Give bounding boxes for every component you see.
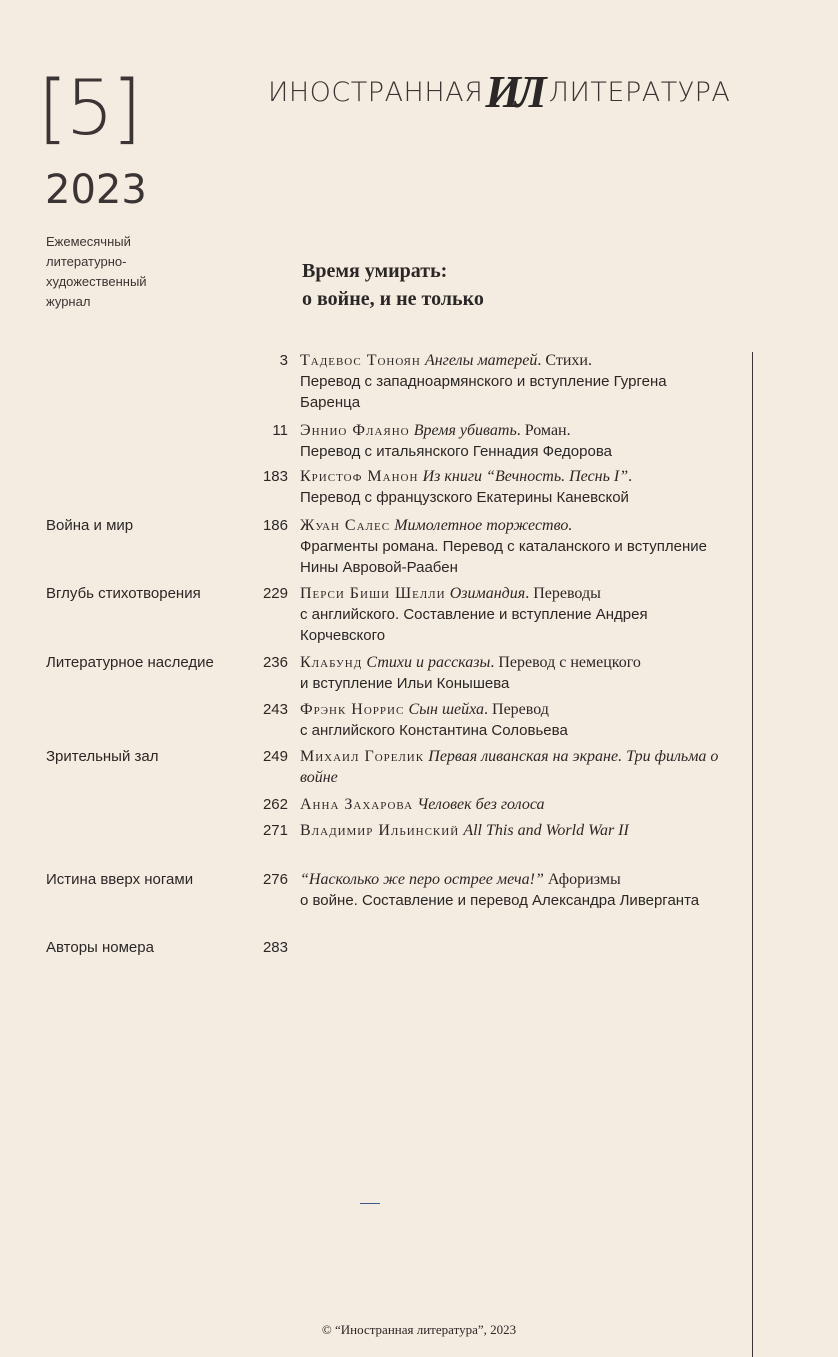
- toc-body: [300, 583, 730, 646]
- divider: [360, 1203, 380, 1204]
- toc-body: [300, 794, 730, 815]
- toc-page: 3: [279, 352, 288, 369]
- toc-page: 276: [262, 871, 288, 888]
- toc-author: Фрэнк Норрис: [300, 701, 405, 718]
- toc-page: 183: [262, 468, 288, 485]
- subtitle-line: Ежемесячный: [46, 234, 131, 249]
- toc-body: [300, 869, 730, 911]
- toc-work: Человек без голоса: [417, 796, 545, 813]
- toc-body: [300, 746, 730, 788]
- masthead-right: ЛИТЕРАТУРА: [548, 76, 731, 108]
- toc-author: Михаил Горелик: [300, 748, 425, 765]
- toc-desc: Перевод с западноармянского и вступление Гургена Баренца: [300, 373, 667, 411]
- toc-desc: с английского. Составление и вступление Андрея Корчевского: [300, 606, 648, 644]
- toc-page: 236: [262, 654, 288, 671]
- journal-subtitle: [46, 232, 186, 312]
- toc-work: Стихи и рассказы: [366, 654, 491, 671]
- toc-page: 229: [262, 585, 288, 602]
- toc-work: Ангелы матерей: [424, 352, 538, 369]
- toc-page: 11: [272, 422, 288, 439]
- toc-page: 262: [262, 796, 288, 813]
- toc-body: [300, 699, 730, 741]
- toc-work: Мимолетное торжество.: [394, 517, 573, 534]
- toc-after: . Стихи.: [537, 352, 592, 369]
- toc-page: 271: [262, 822, 288, 839]
- copyright-footer: © “Иностранная литература”, 2023: [321, 1322, 517, 1337]
- toc-work: Озимандия: [449, 585, 526, 602]
- toc-desc: Перевод с итальянского Геннадия Федорова: [300, 443, 612, 460]
- toc-author: Кристоф Манон: [300, 468, 419, 485]
- toc-after: .: [628, 468, 633, 485]
- toc-body: [300, 820, 730, 841]
- toc-body: [300, 466, 730, 508]
- toc-page: 243: [262, 701, 288, 718]
- toc-work: Сын шейха: [408, 701, 485, 718]
- masthead: [268, 62, 731, 122]
- il-logo-icon: ИЛ: [485, 66, 541, 117]
- toc-rubric: Вглубь стихотворения: [46, 585, 201, 602]
- toc-work: All This and World War II: [463, 822, 629, 839]
- toc-rubric: Истина вверх ногами: [46, 871, 194, 888]
- toc-page: 249: [262, 748, 288, 765]
- toc-author: Тадевос Тоноян: [300, 352, 421, 369]
- toc-rubric: Авторы номера: [46, 939, 154, 956]
- section-title: [302, 257, 484, 313]
- toc-rubric: Зрительный зал: [46, 748, 159, 765]
- toc-rubric: Война и мир: [46, 517, 134, 534]
- toc-desc: с английского Константина Соловьева: [300, 722, 568, 739]
- toc-desc: о войне. Составление и перевод Александра Ливерганта: [300, 892, 700, 909]
- toc-after: . Переводы: [525, 585, 601, 602]
- toc-desc: Фрагменты романа. Перевод с каталанского и вступление Нины Авровой-Раабен: [300, 538, 707, 576]
- toc-page: 186: [262, 517, 288, 534]
- toc-work: Время убивать: [413, 422, 517, 439]
- masthead-left: ИНОСТРАННАЯ: [268, 76, 484, 108]
- toc-author: Перси Биши Шелли: [300, 585, 446, 602]
- toc-author: Эннио Флаяно: [300, 422, 410, 439]
- toc-body: [300, 652, 730, 694]
- toc-work: “Насколько же перо острее меча!”: [300, 871, 544, 888]
- column-rule: [752, 352, 753, 1357]
- toc-work: Из книги “Вечность. Песнь I”: [422, 468, 629, 485]
- toc-rubric: Литературное наследие: [46, 654, 214, 671]
- toc-after: . Перевод с немецкого: [490, 654, 641, 671]
- toc-desc: Перевод с французского Екатерины Каневской: [300, 489, 629, 506]
- toc-work: Первая ливанская на экране. Три фильма о войне: [300, 748, 719, 786]
- toc-author: Владимир Ильинский: [300, 822, 460, 839]
- section-title-line: о войне, и не только: [302, 288, 484, 310]
- toc-desc: и вступление Ильи Конышева: [300, 675, 510, 692]
- toc-after: . Роман.: [516, 422, 571, 439]
- toc-author: Анна Захарова: [300, 796, 414, 813]
- subtitle-line: художественный: [46, 274, 147, 289]
- toc-author: Жуан Салес: [300, 517, 391, 534]
- subtitle-line: литературно-: [46, 254, 127, 269]
- toc-page: 283: [262, 939, 288, 956]
- toc-after: . Перевод: [484, 701, 549, 718]
- section-title-line: Время умирать:: [302, 260, 448, 282]
- issue-number: [5]: [38, 63, 140, 152]
- toc-body: [300, 515, 730, 578]
- issue-year: 2023: [45, 167, 147, 213]
- subtitle-line: журнал: [46, 294, 91, 309]
- toc-author: Клабунд: [300, 654, 363, 671]
- toc-after: Афоризмы: [543, 871, 621, 888]
- toc-body: [300, 420, 730, 462]
- bleed-through: [560, 170, 820, 330]
- toc-body: [300, 350, 730, 413]
